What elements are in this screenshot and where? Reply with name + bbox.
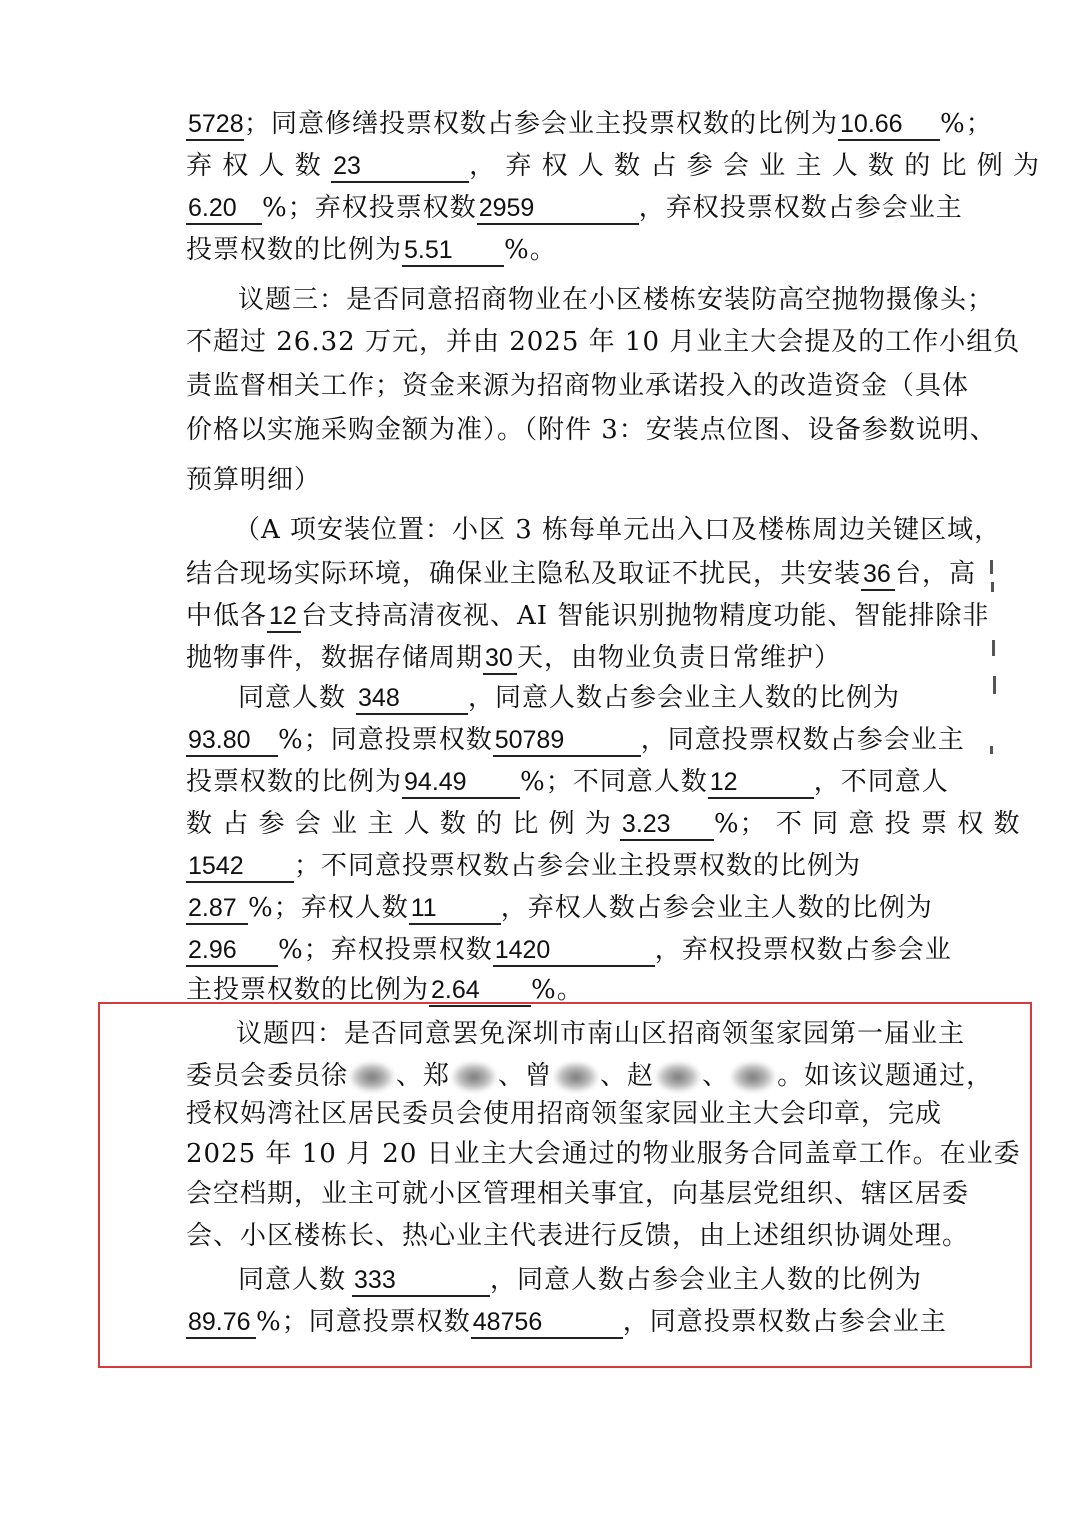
issue3-vote-line-8: 主投票权数的比例为2.64 %。 — [186, 975, 584, 1005]
issue3-camera-total: 36 — [861, 559, 895, 591]
issue4-agree-ratio: 89.76 — [186, 1307, 256, 1339]
issue3-p1-line-4: 价格以实施采购金额为准）。（附件 3：安装点位图、设备参数说明、 — [186, 415, 997, 445]
scan-mark — [990, 560, 993, 574]
issue3-p2-line-1: （A 项安装位置：小区 3 栋每单元出入口及楼栋周边关键区域， — [234, 515, 1002, 545]
issue3-vote-line-4: 数 占 参 会 业 主 人 数 的 比 例 为 3.23 %； 不 同 意 投 票 权 数 — [186, 809, 1021, 839]
issue3-p1-line-2: 不超过 26.32 万元，并由 2025 年 10 月业主大会提及的工作小组负 — [186, 327, 1021, 357]
issue3-p2-line-2: 结合现场实际环境，确保业主隐私及取证不扰民，共安装36 台，高 — [186, 559, 977, 589]
issue3-agree-votes: 50789 — [493, 725, 641, 757]
issue3-p2-line-4: 抛物事件，数据存储周期30 天，由物业负责日常维护） — [186, 643, 842, 673]
issue4-line-3: 授权妈湾社区居民委员会使用招商领玺家园业主大会印章，完成 — [186, 1099, 943, 1129]
scan-mark — [992, 640, 995, 656]
scan-mark — [991, 582, 994, 592]
issue2-oppose-vote-ratio: 10.66 — [838, 109, 940, 141]
issue3-abstain-votes: 1420 — [493, 935, 655, 967]
issue3-vote-line-2: 93.80 %；同意投票权数50789 ，同意投票权数占参会业主 — [188, 725, 965, 755]
issue4-agree-votes: 48756 — [471, 1307, 623, 1339]
issue4-agree-count: 333 — [352, 1265, 490, 1297]
issue4-vote-line-2: 89.76 %；同意投票权数48756 ，同意投票权数占参会业主 — [188, 1307, 947, 1337]
redacted-name — [731, 1062, 775, 1092]
issue3-p1-line-3: 责监督相关工作；资金来源为招商物业承诺投入的改造资金（具体 — [186, 371, 970, 401]
redacted-name — [350, 1062, 394, 1092]
issue3-p2-line-3: 中低各12 台支持高清夜视、AI 智能识别抛物精度功能、智能排除非 — [186, 601, 990, 631]
issue2-abstain-count: 23 — [331, 151, 469, 183]
issue3-storage-days: 30 — [483, 643, 517, 675]
issue2-abstain-votes: 2959 — [477, 193, 639, 225]
issue3-vote-line-1: 同意人数 348 ，同意人数占参会业主人数的比例为 — [238, 683, 901, 713]
scan-mark — [993, 676, 996, 694]
redacted-name — [452, 1062, 496, 1092]
issue2-line-3: 6.20 %；弃权投票权数2959 ，弃权投票权数占参会业主 — [188, 193, 963, 223]
issue4-line-4: 2025 年 10 月 20 日业主大会通过的物业服务合同盖章工作。在业委 — [186, 1139, 1021, 1169]
issue3-disagree-count: 12 — [708, 767, 814, 799]
issue2-line-4: 投票权数的比例为5.51 %。 — [186, 235, 557, 265]
issue4-vote-line-1: 同意人数 333 ，同意人数占参会业主人数的比例为 — [238, 1265, 923, 1295]
issue3-vote-line-3: 投票权数的比例为94.49 %；不同意人数12 ，不同意人 — [186, 767, 949, 797]
issue3-agree-count: 348 — [356, 683, 468, 715]
issue3-vote-line-6: 2.87 %；弃权人数11 ，弃权人数占参会业主人数的比例为 — [188, 893, 933, 923]
issue4-line-2: 委员会委员徐 、郑 、曾 、赵 、 。如该议题通过， — [186, 1061, 994, 1091]
issue3-vote-line-5: 1542 ；不同意投票权数占参会业主投票权数的比例为 — [188, 851, 862, 881]
issue3-abstain-ratio: 2.96 — [186, 935, 278, 967]
issue3-agree-vote-ratio: 94.49 — [402, 767, 520, 799]
redacted-name — [554, 1062, 598, 1092]
issue3-title: 议题三：是否同意招商物业在小区楼栋安装防高空抛物摄像头； — [238, 285, 995, 315]
issue2-abstain-vote-ratio: 5.51 — [402, 235, 504, 267]
issue3-disagree-votes: 1542 — [186, 851, 294, 883]
issue2-line-2: 弃 权 人 数 23 ， 弃 权 人 数 占 参 会 业 主 人 数 的 比 例 为 — [186, 151, 1041, 181]
issue4-line-5: 会空档期，业主可就小区管理相关事宜，向基层党组织、辖区居委 — [186, 1179, 970, 1209]
issue3-agree-ratio: 93.80 — [186, 725, 278, 757]
issue4-line-6: 会、小区楼栋长、热心业主代表进行反馈，由上述组织协调处理。 — [186, 1221, 970, 1251]
issue4-title: 议题四：是否同意罢免深圳市南山区招商领玺家园第一届业主 — [236, 1019, 966, 1049]
issue2-abstain-ratio: 6.20 — [186, 193, 262, 225]
issue3-abstain-count: 11 — [409, 893, 501, 925]
issue3-disagree-ratio: 3.23 — [620, 809, 714, 841]
issue2-oppose-votes-value: 5728 — [186, 109, 244, 141]
issue3-vote-line-7: 2.96 %；弃权投票权数1420 ，弃权投票权数占参会业 — [188, 935, 952, 965]
redacted-name — [656, 1062, 700, 1092]
issue3-camera-per-level: 12 — [267, 601, 301, 633]
issue3-abstain-vote-ratio: 2.64 — [429, 975, 531, 1007]
issue3-disagree-vote-ratio: 2.87 — [186, 893, 248, 925]
issue2-line-1: 5728；同意修缮投票权数占参会业主投票权数的比例为10.66 %； — [188, 109, 993, 139]
issue3-p1-line-5: 预算明细） — [186, 465, 322, 495]
scan-mark — [990, 746, 993, 754]
